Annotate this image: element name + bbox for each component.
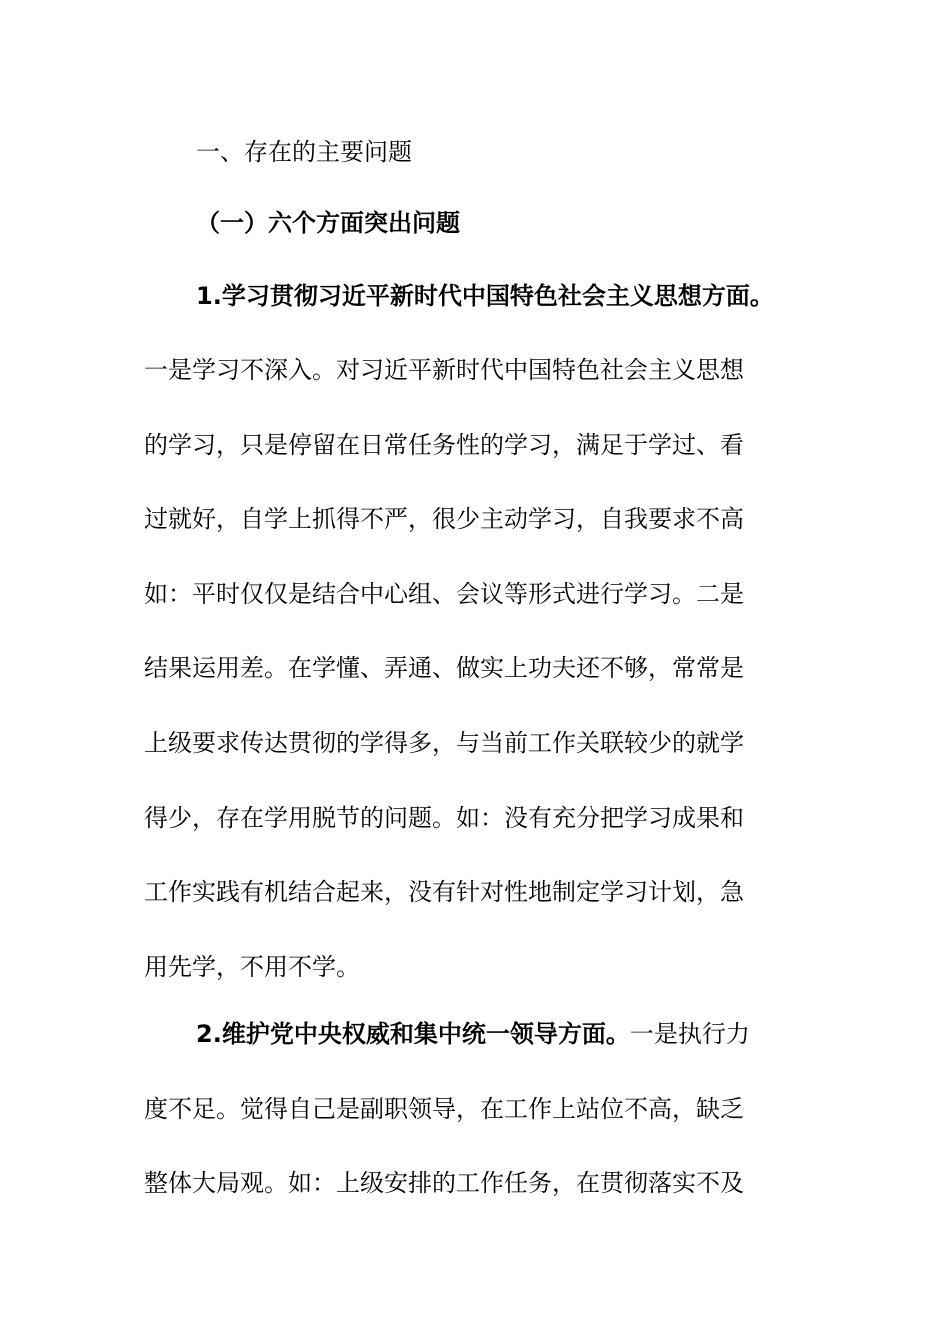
item2-first-line-text: 一是执行力 (629, 1020, 750, 1048)
body-line: 整体大局观。如：上级安排的工作任务，在贯彻落实不及 (144, 1169, 744, 1197)
body-line: 度不足。觉得自己是副职领导，在工作上站位不高，缺乏 (144, 1095, 744, 1123)
body-line: 结果运用差。在学懂、弄通、做实上功夫还不够，常常是 (144, 654, 744, 682)
body-line: 工作实践有机结合起来，没有针对性地制定学习计划，急 (144, 878, 744, 906)
body-line: 一是学习不深入。对习近平新时代中国特色社会主义思想 (144, 356, 744, 384)
subsection-heading: （一）六个方面突出问题 (196, 209, 460, 237)
body-line: 过就好，自学上抓得不严，很少主动学习，自我要求不高 (144, 505, 744, 533)
section-heading: 一、存在的主要问题 (196, 138, 412, 166)
body-line: 如：平时仅仅是结合中心组、会议等形式进行学习。二是 (144, 580, 744, 608)
body-line: 用先学，不用不学。 (144, 953, 360, 981)
body-line: 的学习，只是停留在日常任务性的学习，满足于学过、看 (144, 431, 744, 459)
body-line: 上级要求传达贯彻的学得多，与当前工作关联较少的就学 (144, 729, 744, 757)
item2-heading: 2.维护党中央权威和集中统一领导方面。 (196, 1020, 630, 1048)
item2-first-line (196, 1019, 750, 1049)
body-line: 得少，存在学用脱节的问题。如：没有充分把学习成果和 (144, 804, 744, 832)
item1-heading: 1.学习贯彻习近平新时代中国特色社会主义思想方面。 (196, 282, 774, 310)
